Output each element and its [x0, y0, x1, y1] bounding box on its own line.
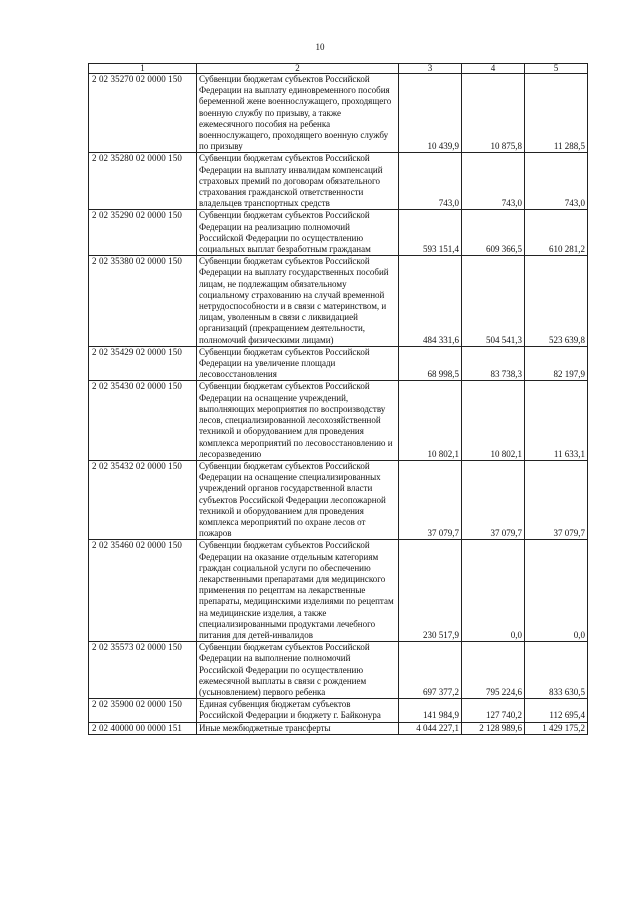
budget-table	[88, 63, 588, 735]
amount-col-5: 0,0	[525, 540, 588, 642]
income-name: Иные межбюджетные трансферты	[197, 722, 399, 734]
amount-col-4: 37 079,7	[462, 460, 525, 539]
income-name: Субвенции бюджетам субъектов Российской Федерации на выплату государственных пособий лицам, не подлежащим обязательному социальному страхованию на случай временной нетрудоспособности и в связи с материнством, и лицам, уволенным в связи с ликвидацией организаций (прекращением деятельности, полномочий физическими лицами)	[197, 256, 399, 347]
page-number: 10	[315, 42, 325, 52]
amount-col-4: 504 541,3	[462, 256, 525, 347]
amount-col-5: 37 079,7	[525, 460, 588, 539]
amount-col-4: 10 802,1	[462, 381, 525, 460]
column-header-2: 2	[197, 64, 399, 74]
amount-col-5: 610 281,2	[525, 210, 588, 256]
amount-col-3: 697 377,2	[399, 642, 462, 699]
budget-code: 2 02 35432 02 0000 150	[89, 460, 197, 539]
income-name: Субвенции бюджетам субъектов Российской Федерации на оказание отдельным категориям граждан социальной услуги по обеспечению лекарственными препаратами для медицинского применения по рецептам на лекарственные препараты, медицинскими изделиями по рецептам на медицинские изделия, а также специализированными продуктами лечебного питания для детей-инвалидов	[197, 540, 399, 642]
table-row	[89, 699, 588, 722]
amount-col-5: 11 288,5	[525, 74, 588, 153]
income-name: Субвенции бюджетам субъектов Российской Федерации на оснащение специализированных учреждений органов государственной власти субъектов Российской Федерации лесопожарной техникой и оборудованием для проведения комплекса мероприятий по охране лесов от пожаров	[197, 460, 399, 539]
budget-code: 2 02 35460 02 0000 150	[89, 540, 197, 642]
amount-col-5: 743,0	[525, 153, 588, 210]
amount-col-4: 795 224,6	[462, 642, 525, 699]
budget-code: 2 02 35280 02 0000 150	[89, 153, 197, 210]
budget-code: 2 02 35573 02 0000 150	[89, 642, 197, 699]
column-header-4: 4	[462, 64, 525, 74]
budget-code: 2 02 35290 02 0000 150	[89, 210, 197, 256]
budget-code: 2 02 35270 02 0000 150	[89, 74, 197, 153]
income-name: Единая субвенция бюджетам субъектов Российской Федерации и бюджету г. Байконура	[197, 699, 399, 722]
amount-col-5: 11 633,1	[525, 381, 588, 460]
table-row	[89, 74, 588, 153]
budget-code: 2 02 35429 02 0000 150	[89, 346, 197, 381]
income-name: Субвенции бюджетам субъектов Российской Федерации на увеличение площади лесовосстановления	[197, 346, 399, 381]
budget-code: 2 02 35380 02 0000 150	[89, 256, 197, 347]
amount-col-3: 68 998,5	[399, 346, 462, 381]
amount-col-4: 2 128 989,6	[462, 722, 525, 734]
table-row	[89, 210, 588, 256]
column-header-1: 1	[89, 64, 197, 74]
amount-col-3: 484 331,6	[399, 256, 462, 347]
amount-col-4: 743,0	[462, 153, 525, 210]
income-name: Субвенции бюджетам субъектов Российской Федерации на оснащение учреждений, выполняющих мероприятия по воспроизводству лесов, специализированной лесохозяйственной техникой и оборудованием для проведения комплекса мероприятий по лесовосстановлению и лесоразведению	[197, 381, 399, 460]
amount-col-3: 10 439,9	[399, 74, 462, 153]
income-name: Субвенции бюджетам субъектов Российской Федерации на выплату инвалидам компенсаций страховых премий по договорам обязательного страхования гражданской ответственности владельцев транспортных средств	[197, 153, 399, 210]
amount-col-3: 4 044 227,1	[399, 722, 462, 734]
budget-code: 2 02 40000 00 0000 151	[89, 722, 197, 734]
income-name: Субвенции бюджетам субъектов Российской Федерации на выполнение полномочий Российской Федерации по осуществлению ежемесячной выплаты в связи с рождением (усыновлением) первого ребенка	[197, 642, 399, 699]
budget-code: 2 02 35430 02 0000 150	[89, 381, 197, 460]
amount-col-3: 10 802,1	[399, 381, 462, 460]
income-name: Субвенции бюджетам субъектов Российской Федерации на реализацию полномочий Российской Федерации по осуществлению социальных выплат безработным гражданам	[197, 210, 399, 256]
budget-code: 2 02 35900 02 0000 150	[89, 699, 197, 722]
amount-col-3: 743,0	[399, 153, 462, 210]
amount-col-4: 0,0	[462, 540, 525, 642]
amount-col-3: 593 151,4	[399, 210, 462, 256]
amount-col-4: 83 738,3	[462, 346, 525, 381]
column-header-3: 3	[399, 64, 462, 74]
table-row	[89, 642, 588, 699]
amount-col-4: 127 740,2	[462, 699, 525, 722]
amount-col-5: 523 639,8	[525, 256, 588, 347]
table-row	[89, 381, 588, 460]
amount-col-5: 833 630,5	[525, 642, 588, 699]
amount-col-5: 82 197,9	[525, 346, 588, 381]
column-header-5: 5	[525, 64, 588, 74]
table-row	[89, 256, 588, 347]
header-row	[89, 64, 588, 74]
table-row	[89, 460, 588, 539]
table-row	[89, 540, 588, 642]
amount-col-4: 10 875,8	[462, 74, 525, 153]
amount-col-3: 141 984,9	[399, 699, 462, 722]
amount-col-5: 112 695,4	[525, 699, 588, 722]
amount-col-5: 1 429 175,2	[525, 722, 588, 734]
amount-col-3: 230 517,9	[399, 540, 462, 642]
table-row	[89, 153, 588, 210]
amount-col-4: 609 366,5	[462, 210, 525, 256]
amount-col-3: 37 079,7	[399, 460, 462, 539]
income-name: Субвенции бюджетам субъектов Российской Федерации на выплату единовременного пособия беременной жене военнослужащего, проходящего военную службу по призыву, а также ежемесячного пособия на ребенка военнослужащего, проходящего военную службу по призыву	[197, 74, 399, 153]
table-row	[89, 722, 588, 734]
table-row	[89, 346, 588, 381]
